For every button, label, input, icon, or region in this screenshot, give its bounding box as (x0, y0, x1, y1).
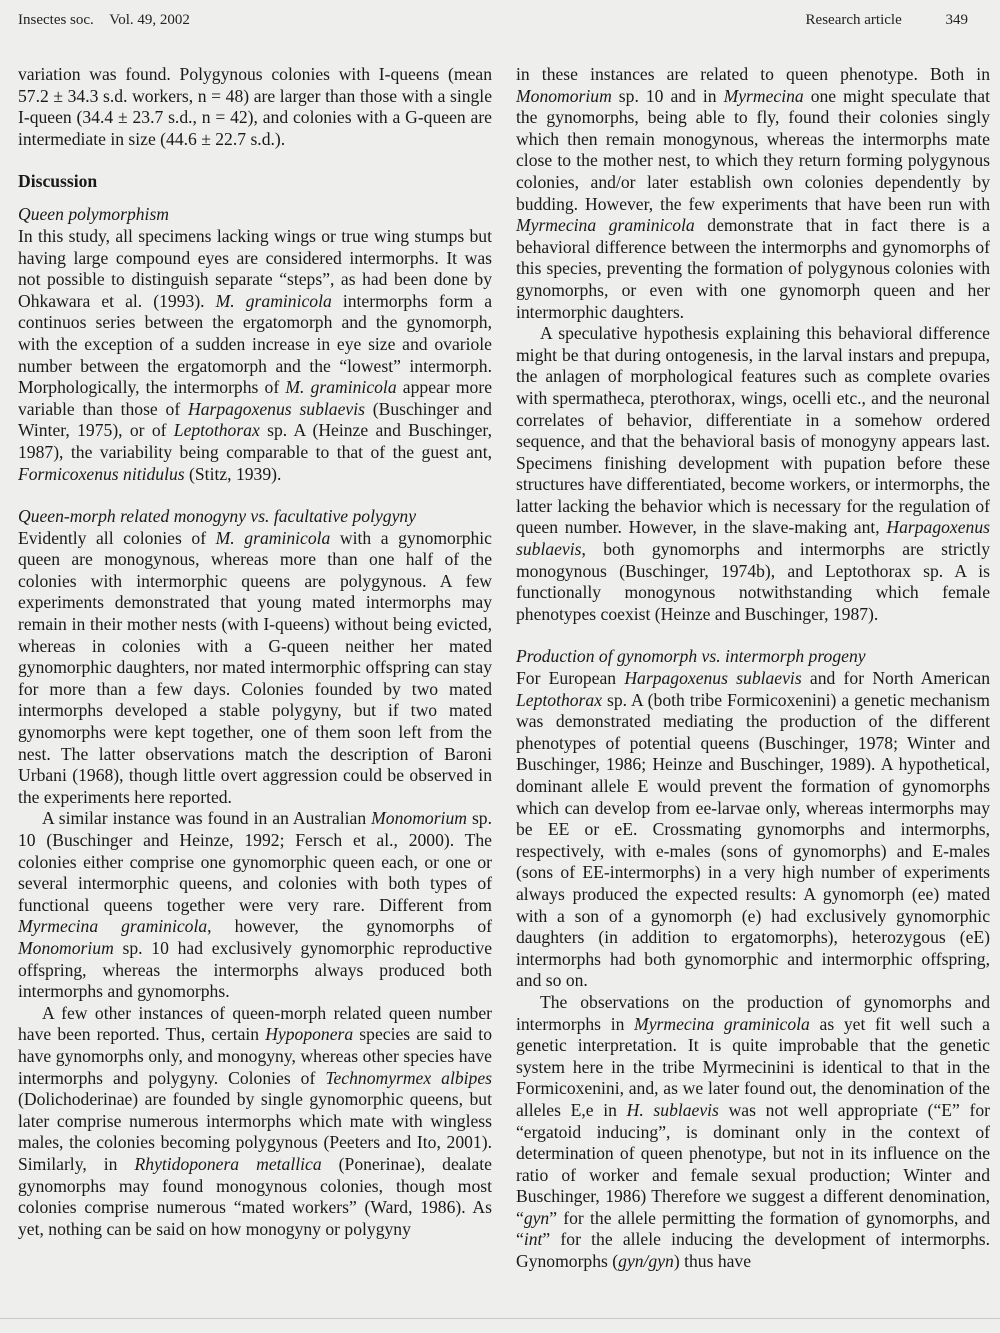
journal-volume: Vol. 49, 2002 (109, 12, 190, 28)
paragraph: The observations on the production of gynomorphs and intermorphs in Myrmecina graminicola as yet fit well such a genetic interpretation. It is quite improbable that the genetic system here in the tribe Myrmecinini is identical to that in the Formicoxenini, and, as we later found out, the denomination of the alleles E,e in H. sublaevis was not well appropriate (“E” for “ergatoid inducing”, is dominant only in the context of determination of queen phenotype, but not in its influence on the ratio of worker and female sexual production; Winter and Buschinger, 1986) Therefore we suggest a different denomination, “gyn” for the allele permitting the formation of gynomorphs, and “int” for the allele inducing the development of intermorphs. Gynomorphs (gyn/gyn) thus have (516, 991, 991, 1272)
header-right (806, 12, 968, 29)
header-left (18, 12, 202, 29)
paragraph: For European Harpagoxenus sublaevis and for North American Leptothorax sp. A (both tribe Formicoxenini) a genetic mechanism was demonstrated mediating the production of the different phenotypes of potential queens (Buschinger, 1978; Winter and Buschinger, 1986; Heinze and Buschinger, 1989). A hypothetical, dominant allele E would prevent the formation of gynomorphs which can develop from ee-larvae only, whereas intermorphs may be EE or eE. Crossmating gynomorphs and intermorphs, respectively, with e-males (sons of gynomorphs) and E-males (sons of EE-intermorphs) in a very high number of experiments always produced the expected results: A gynomorph (ee) mated with a son of a gynomorph (e) had exclusively gynomorphic daughters (in addition to ergatomorphs), heterozygous (eE) intermorphs had both gynomorphic and intermorphic offspring, and so on. (516, 668, 990, 991)
subsection-title-monogyny-polygyny: Queen-morph related monogyny vs. facultative polygyny (18, 506, 417, 527)
page-bottom-edge (0, 1318, 1000, 1319)
left-column (18, 64, 492, 1240)
section-heading-discussion: Discussion (18, 171, 98, 192)
subsection-title-queen-polymorphism: Queen polymorphism (18, 204, 169, 225)
paragraph: A few other instances of queen-morph related queen number have been reported. Thus, certain Hypoponera species are said to have gynomorphs only, and monogyny, whereas other species have intermorphs and polygyny. Colonies of Technomyrmex albipes (Dolichoderinae) are founded by single gynomorphic queens, but later comprise numerous intermorphs which mate with wingless males, the colonies becoming polygynous (Peeters and Ito, 2001). Similarly, in Rhytidoponera metallica (Ponerinae), dealate gynomorphs may found monogynous colonies, though most colonies comprise numerous “mated workers” (Ward, 1986). As yet, nothing can be said on how monogyny or polygyny (18, 1002, 492, 1239)
paragraph: In this study, all specimens lacking wings or true wing stumps but having large compound eyes are considered intermorphs. It was not possible to distinguish separate “steps”, as had been done by Ohkawara et al. (1993). M. graminicola intermorphs form a continuos series between the ergatomorph and the gynomorph, with the exception of a sudden increase in eye size and ovariole number between the ergatomorph and the “lowest” intermorph. Morphologically, the intermorphs of M. graminicola appear more variable than those of Harpagoxenus sublaevis (Buschinger and Winter, 1975), or of Leptothorax sp. A (Heinze and Buschinger, 1987), the variability being comparable to that of the guest ant, Formicoxenus nitidulus (Stitz, 1939). (18, 225, 493, 484)
paragraph: Evidently all colonies of M. graminicola with a gynomorphic queen are monogynous, whereas more than one half of the colonies with intermorphic queens are polygynous. A few experiments demonstrated that young mated intermorphs may remain in their mother nests (with I-queens) without being evicted, whereas in colonies with a G-queen neither her mated gynomorphic daughters, nor mated intermorphic offspring can stay for more than a few days. Colonies founded by two mated intermorphs developed a stable polygyny, but if two mated gynomorphs were kept together, one of them soon left from the nest. The latter observations match the description of Baroni Urbani (1968), though little overt aggression could be observed in the experiments here reported. (18, 527, 492, 807)
article-type: Research article (805, 12, 902, 28)
paragraph: in these instances are related to queen phenotype. Both in Monomorium sp. 10 and in Myrmecina one might speculate that the gynomorphs, being able to fly, found their colonies singly which then remain monogynous, whereas the intermorphs mate close to the mother nest, to which they return forming polygynous colonies, and/or later establish own colonies dependently by budding. However, the few experiments that have been run with Myrmecina graminicola demonstrate that in fact there is a behavioral difference between the intermorphs and gynomorphs of this species, preventing the formation of polygynous colonies with gynomorphs, or even with one gynomorph queen and her intermorphic daughters. (516, 64, 991, 322)
paragraph: A speculative hypothesis explaining this behavioral difference might be that during ontogenesis, in the larval instars and prepupa, the anlagen of morphological features such as complete ovaries with spermatheca, pterothorax, wings, ocelli etc., and the neuronal correlates of behavior, differentiate in a somehow ordered sequence, and that the behavioral basis of monogyny appears last. Specimens finishing development with pupation before these structures have differentiated, become workers, or intermorphs, the latter lacking the behavior which is necessary for the regulation of queen number. However, in the slave-making ant, Harpagoxenus sublaevis, both gynomorphs and intermorphs are strictly monogynous (Buschinger, 1974b), and Leptothorax sp. A is functionally monogynous notwithstanding which female phenotypes coexist (Heinze and Buschinger, 1987). (516, 323, 990, 624)
running-header (18, 12, 982, 36)
journal-name: Insectes soc. (18, 12, 94, 28)
subsection-title-progeny-production: Production of gynomorph vs. intermorph progeny (516, 646, 866, 667)
page-number: 349 (945, 12, 968, 28)
right-column (516, 64, 990, 1273)
results-paragraph: variation was found. Polygynous colonies with I-queens (mean 57.2 ± 34.3 s.d. workers, n = 48) are larger than those with a single I-queen (34.4 ± 23.7 s.d., n = 42), and colonies with a G-queen are intermediate in size (44.6 ± 22.7 s.d.). (18, 64, 492, 149)
paragraph: A similar instance was found in an Australian Monomorium sp. 10 (Buschinger and Heinze, 1992; Fersch et al., 2000). The colonies either comprise one gynomorphic queen each, or one or several intermorphic queens, and colonies with both types of functional queens together were very rare. Different from Myrmecina graminicola, however, the gynomorphs of Monomorium sp. 10 had exclusively gynomorphic reproductive offspring, whereas the intermorphs always produced both intermorphs and gynomorphs. (18, 808, 492, 1002)
